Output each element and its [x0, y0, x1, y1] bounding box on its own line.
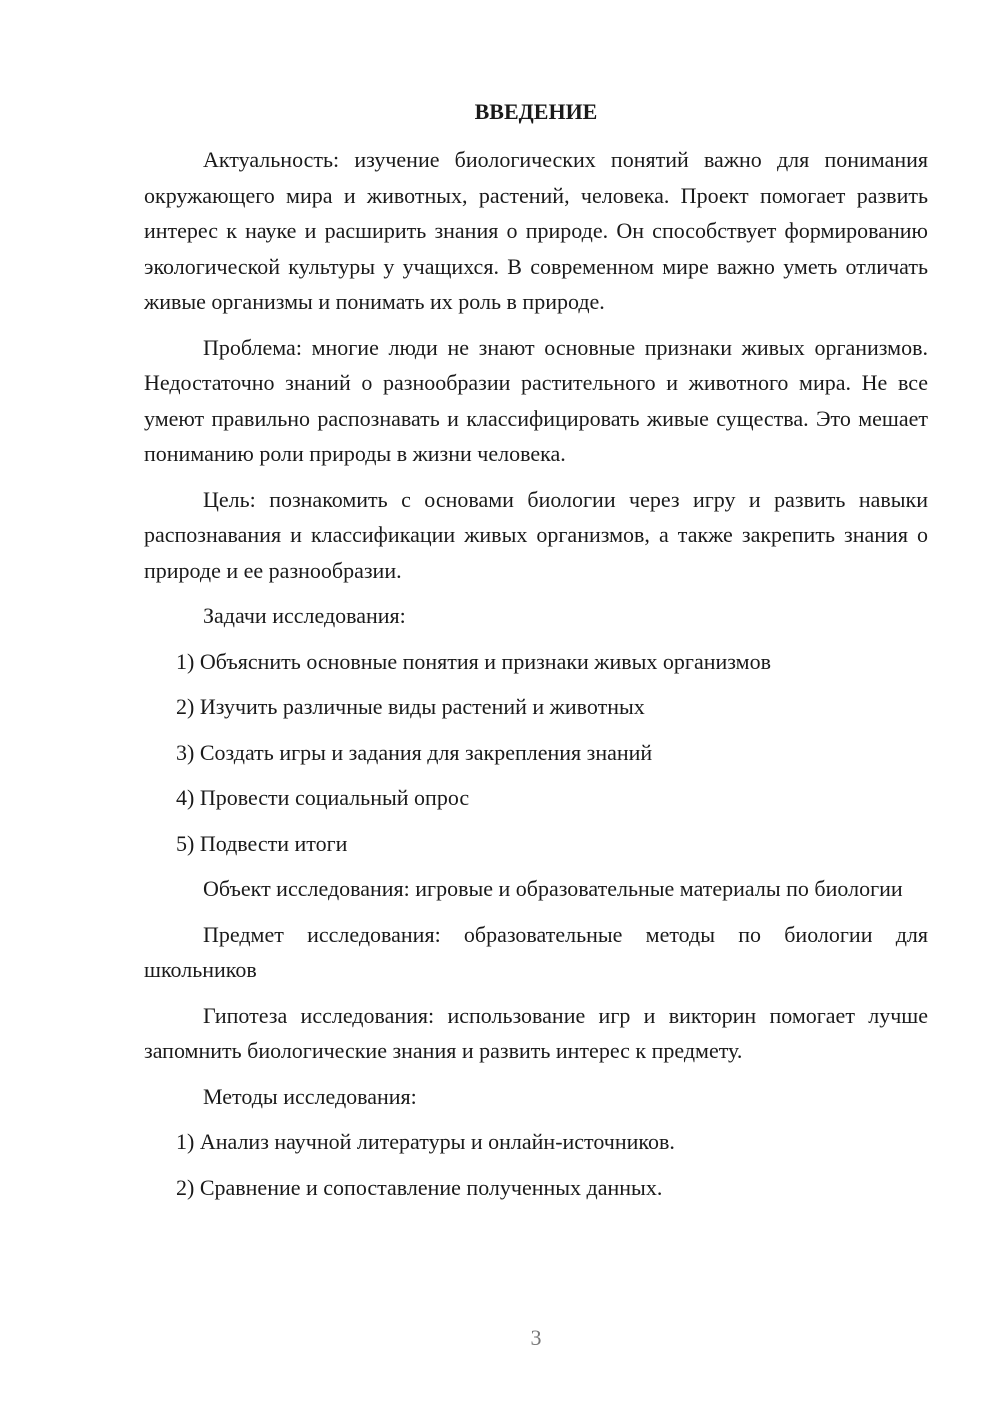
page-content [144, 94, 928, 1215]
tasks-heading: Задачи исследования: [203, 603, 406, 628]
task-item-4: 4) Провести социальный опрос [176, 785, 470, 810]
page-number: 3 [530, 1325, 542, 1350]
object-paragraph: Объект исследования: игровые и образовательные материалы по биологии [203, 876, 903, 901]
subject-paragraph: Предмет исследования: образовательные методы по биологии для школьников [144, 921, 928, 982]
task-item-2: 2) Изучить различные виды растений и животных [176, 694, 645, 719]
methods-heading: Методы исследования: [203, 1083, 417, 1109]
relevance-paragraph: Актуальность: изучение биологических понятий важно для понимания окружающего мира и животных, растений, человека. Проект помогает развить интерес к науке и расширить знания о природе. Он способствует формированию экологической культуры у учащихся. В современном мире важно уметь отличать живые организмы и понимать их роль в природе. [144, 147, 928, 314]
task-item-1: 1) Объяснить основные понятия и признаки живых организмов [176, 648, 771, 674]
section-title: ВВЕДЕНИЕ [474, 99, 598, 124]
goal-paragraph: Цель: познакомить с основами биологии через игру и развить навыки распознавания и классификации живых организмов, а также закрепить знания о природе и ее разнообразии. [144, 486, 928, 583]
method-item-1: 1) Анализ научной литературы и онлайн-источников. [176, 1129, 675, 1154]
task-item-3: 3) Создать игры и задания для закрепления знаний [176, 739, 653, 765]
problem-paragraph: Проблема: многие люди не знают основные признаки живых организмов. Недостаточно знаний о разнообразии растительного и животного мира. Не все умеют правильно распознавать и классифицировать живые существа. Это мешает пониманию роли природы в жизни человека. [144, 334, 928, 466]
hypothesis-paragraph: Гипотеза исследования: использование игр и викторин помогает лучше запомнить биологические знания и развить интерес к предмету. [144, 1002, 928, 1063]
task-item-5: 5) Подвести итоги [176, 830, 348, 856]
method-item-2: 2) Сравнение и сопоставление полученных данных. [176, 1174, 663, 1200]
